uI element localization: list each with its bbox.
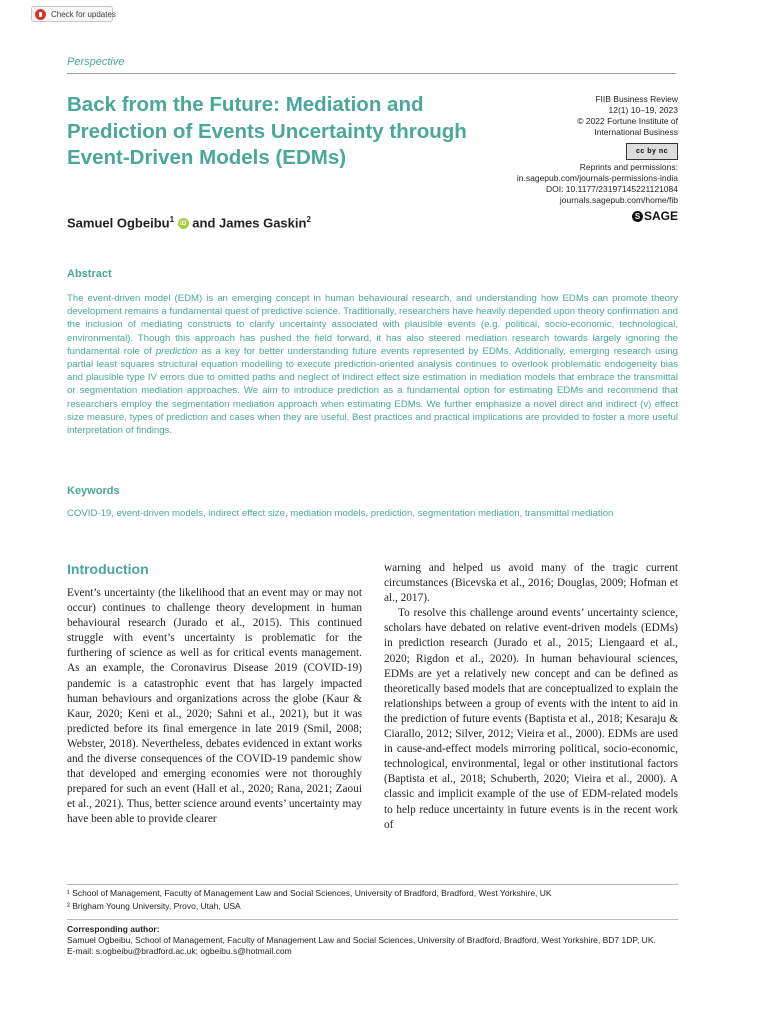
- header-divider: [67, 73, 676, 74]
- reprints-link[interactable]: in.sagepub.com/journals-permissions-india: [516, 173, 678, 183]
- paper-title: Back from the Future: Mediation and Prediction of Events Uncertainty through Event-Driven Models (EDMs): [67, 93, 467, 169]
- affiliation-mark-2: 2: [306, 215, 311, 224]
- cc-license-icon: cc by nc: [626, 143, 678, 160]
- journal-issue: 12(1) 10–19, 2023: [608, 105, 678, 115]
- corresponding-author: [67, 924, 656, 958]
- corresponding-email[interactable]: E-mail: s.ogbeibu@bradford.ac.uk; ogbeibu.s@hotmail.com: [67, 946, 292, 957]
- intro-paragraph: To resolve this challenge around events’ uncertainty science, scholars have debated on relative event-driven models (EDMs) in prediction research (Jurado et al., 2015; Liengaard et al., 2020; Rigdon et al., 2020). In human behavioural sciences, EDMs are yet a relatively new concept and can be defined as theoretically based models that are conceptualized to explain the relationships between a group of events with the intent to aid in the prediction of future events (Baptista et al., 2018; Kesaraju & Ciarallo, 2012; Silver, 2012; Vieira et al., 2000). EDMs are used in cause-and-effect models mirroring political, socio-economic, technological, environmental, legal or other institutional factors (Baptista et al., 2018; Schuberth, 2020; Vieira et al., 2000). A classic and implicit example of the use of EDM-related models to help reduce uncertainty in future events is in the recent work of: [384, 607, 678, 831]
- footnote-affiliation-2: ² Brigham Young University, Provo, Utah, USA: [67, 901, 241, 911]
- journal-copyright-1: © 2022 Fortune Institute of: [577, 116, 678, 126]
- keywords-heading: Keywords: [67, 485, 120, 497]
- affiliation-mark-1: 1: [169, 215, 175, 224]
- footnote-affiliation-1: ¹ School of Management, Faculty of Management Law and Social Sciences, University of Bradford, Bradford, West Yorkshire, UK: [67, 888, 552, 898]
- update-icon: [35, 9, 46, 20]
- journal-home-link[interactable]: journals.sagepub.com/home/fib: [559, 195, 678, 205]
- authors: [67, 215, 311, 230]
- introduction-heading: Introduction: [67, 561, 149, 577]
- keywords-list: COVID-19, event-driven models, indirect effect size, mediation models, prediction, segmentation mediation, transmittal mediation: [67, 508, 614, 519]
- doi[interactable]: DOI: 10.1177/23197145221121084: [545, 184, 678, 194]
- intro-column-1: Event’s uncertainty (the likelihood that an event may or may not occur) continues to challenge theory development in human behavioural research (Jurado et al., 2015). This continued struggle with event’s uncertainty is problematic for the furthering of science as well as for critical events management. As an example, the Coronavirus Disease 2019 (COVID-19) pandemic is a catastrophic event that has largely impacted human behaviours and organizations across the globe (Kaur & Kaur, 2020; Keni et al., 2020; Sahni et al., 2021), but it was predicted before its final emergence in late 2019 (Smil, 2008; Webster, 2018). Nevertheless, debates evidenced in extant works and the diverse consequences of the COVID-19 pandemic show that developed and emerging economies were not thoroughly prepared for such an event (Hall et al., 2020; Rana, 2021; Zaoui et al., 2021). Thus, better science around events’ uncertainty may have been able to provide clearer: [67, 587, 362, 826]
- corresponding-address: Samuel Ogbeibu, School of Management, Faculty of Management Law and Social Sciences, University of Bradford, Bradford, West Yorkshire, BD7 1DP, UK.: [67, 935, 656, 946]
- abstract-heading: Abstract: [67, 268, 112, 280]
- author-joiner: and: [188, 215, 219, 231]
- check-for-updates-button[interactable]: [31, 6, 116, 22]
- sage-icon: S: [632, 211, 643, 222]
- journal-info: [458, 94, 678, 222]
- journal-copyright-2: International Business: [594, 127, 678, 137]
- abstract-emphasis: prediction: [155, 345, 198, 357]
- reprints-label: Reprints and permissions:: [579, 162, 678, 172]
- article-type: Perspective: [67, 56, 125, 68]
- journal-name: FIIB Business Review: [595, 94, 678, 104]
- author-name-2: James Gaskin: [219, 215, 307, 231]
- check-for-updates-label: Check for updates: [51, 10, 116, 19]
- sage-logo: S SAGE: [458, 211, 678, 222]
- author-name-1: Samuel Ogbeibu: [67, 215, 170, 231]
- footnote-divider: [67, 884, 678, 885]
- intro-column-2: [384, 561, 678, 833]
- correspondence-divider: [67, 919, 678, 920]
- abstract-text: The event-driven model (EDM) is an emerging concept in human behavioural research, and understanding how EDMs can promote theory development remains a fundamental quest of predictive science. Traditionally, researchers have heavily depended upon theory confirmation and the inclusion of mediating constructs to clarify uncertainty associated with plausible events (e.g. political, socio-economic, technological, environmental). Though this approach has pushed the field forward, it has also steered mediation research towards largely ignoring the fundamental role of prediction as a key for better understanding future events represented by EDMs. Additionally, emerging research using partial least squares structural equation modelling to execute prediction-oriented analysis continues to overlook problematic endogeneity bias and plausible type IV errors due to omitted paths and neglect of indirect effect size estimation in mediation models that embrace the transmittal or segmentation mediation approaches. We aim to introduce prediction as a fundamental option for estimating EDMs and recommend that researchers employ the segmentation mediation approach when estimating EDMs. We further emphasize a novel direct and indirect (v) effect size measure, types of prediction and cases when they are useful. Best practices and practical implications are provided to foster a more useful interpretation of findings.: [67, 293, 678, 437]
- corresponding-heading: Corresponding author:: [67, 924, 160, 934]
- orcid-icon[interactable]: iD: [178, 218, 189, 229]
- intro-paragraph: warning and helped us avoid many of the tragic current circumstances (Bicevska et al., 2016; Douglas, 2009; Hofman et al., 2017).: [384, 562, 678, 605]
